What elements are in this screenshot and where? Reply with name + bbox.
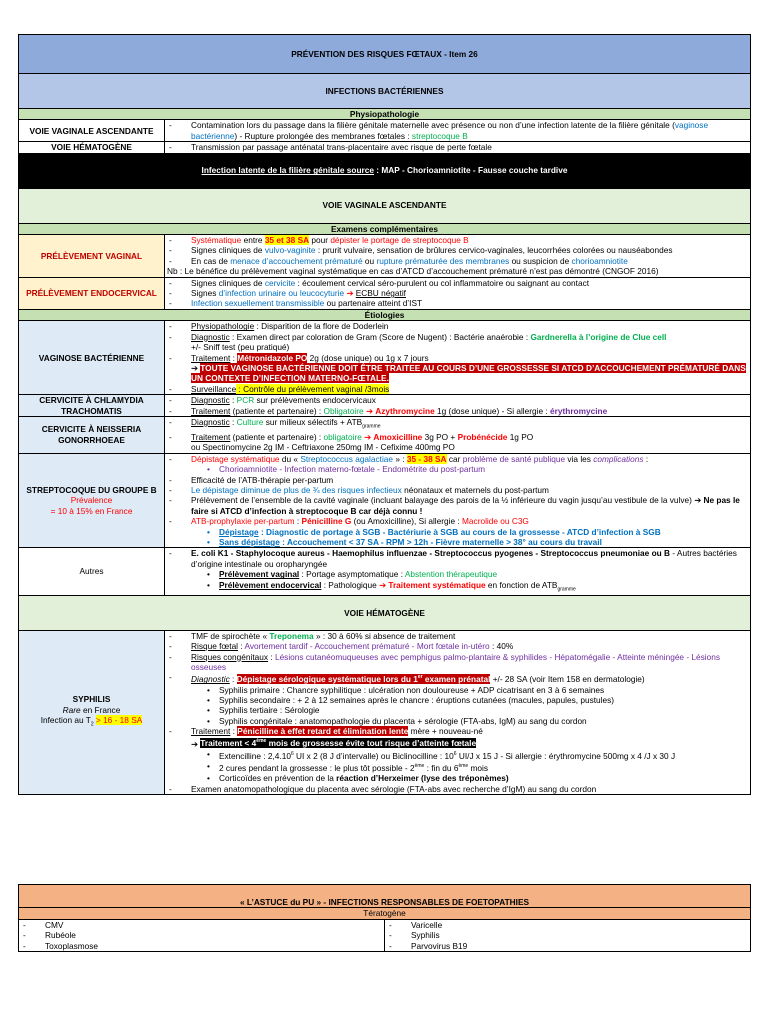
list-item: - Rubéole (21, 930, 382, 940)
black-banner: Infection latente de la filière génitale source : MAP - Chorioamniotite - Fausse couche tardive (19, 153, 751, 188)
label-neisseria: CERVICITE À NEISSERIA GONORRHOEAE (19, 416, 165, 453)
astuce-pu-title: « L’ASTUCE du PU » - INFECTIONS RESPONSABLES DE FOETOPATHIES (19, 885, 751, 908)
list-item: - CMV (21, 920, 382, 930)
label-streptocoque-b: STREPTOCOQUE DU GROUPE B Prévalence = 10 à 15% en France (19, 453, 165, 548)
label-voie-hematogene: VOIE HÉMATOGÈNE (19, 142, 165, 153)
cell-prelevement-endocervical: - Signes cliniques de cervicite : écoulement cervical séro-purulent ou col inflammatoire ou saignant au contact - Signes d’infection urinaire ou leucocyturie ➔ ECBU négatif - Infection sexuellement transmissible ou partenaire atteint d’IST (165, 277, 751, 309)
arrow-icon: ➔ (346, 288, 354, 299)
cell-vaginose: - Physiopathologie : Disparition de la flore de Doderlein - Diagnostic : Examen direct par coloration de Gram (Score de Nugent) : Bactérie anaérobie : Gardnerella à l’origine de Clue cell +/- Sniff test (peu pratiqué) - Traitement : Métronidazole PO 2g (dose unique) ou 1g x 7 jours ➔ TOUTE VAGINOSE BACTÉRIENNE DOIT ÊTRE TRAITEE AU COURS D’UNE GROSSESSE SI ATCD D’ACCOUCHEMENT PRÉMATURÉ DANS UN CONTEXTE D’INFECTION MATERNO-FŒTALE. - Surveillance : Contrôle du prélèvement vaginal /3mois (165, 321, 751, 395)
label-chlamydia: CERVICITE À CHLAMYDIA TRACHOMATIS (19, 395, 165, 417)
cell-autres: - E. coli K1 - Staphylocoque aureus - Haemophilus influenzae - Streptococcus pyogenes - Streptococcus pneumoniae ou B - Autres bactéries d’origine intestinale ou oropharyngée • Prélèvement vaginal : Portage asymptomatique : Abstention thérapeutique • Prélèvement endocervical : Pathologique ➔ Traitement systématique en fonction de $ATB_{gramme}$ (165, 548, 751, 595)
label-prelevement-endocervical: PRÉLÈVEMENT ENDOCERVICAL (19, 277, 165, 309)
page-title: PRÉVENTION DES RISQUES FŒTAUX - Item 26 (19, 35, 751, 74)
list-item: - Varicelle (387, 920, 748, 930)
cell-streptocoque-b: - Dépistage systématique du « Streptococcus agalactiae » : 35 - 38 SA car problème de santé publique via les complications : • Chorioamniotite - Infection materno-fœtale - Endométrite du post-partum - Efficacité de l’ATB-thérapie per-partum - Le dépistage diminue de plus de ¾ des risques infectieux néonataux et maternels du post-partum - Prélèvement de l’ensemble de la cavité vaginale (incluant balayage des parois de la ½ inférieure du vagin jusqu’au vestibule de la vulve) ➔ Ne pas le faire si ATCD d’infection à streptocoque B car déjà connu ! - ATB-prophylaxie per-partum : Pénicilline G (ou Amoxicilline), Si allergie : Macrolide ou C3G • Dépistage : Diagnostic de portage à SGB - Bactériurie à SGB au cours de la grossesse - ATCD d’infection à SGB • Sans dépistage : Accouchement < 37 SA - RPM > 12h - Fièvre maternelle > 38° au cours du travail (165, 453, 751, 548)
list-item: - Syphilis (387, 930, 748, 940)
cell-neisseria: - Diagnostic : Culture sur milieux sélectifs + $ATB_{gramme}$ - Traitement (patiente et partenaire) : obligatoire ➔ Amoxicilline 3g PO + Probénécide 1g PO ou Spectinomycine 2g IM - Ceftriaxone 250mg IM - Cefixime 400mg PO (165, 416, 751, 453)
cell-voie-vaginale: - Contamination lors du passage dans la filière génitale maternelle avec présence ou non d’une infection latente de la filière génitale (vaginose bactérienne) - Rupture prolongée des membranes fœtales : streptocoque B (165, 120, 751, 142)
arrow-icon: ➔ (694, 495, 702, 506)
arrow-icon: ➔ (379, 579, 387, 590)
list-item: - Parvovirus B19 (387, 941, 748, 951)
prevention-table (18, 34, 751, 795)
cell-voie-hematogene: - Transmission par passage anténatal trans-placentaire avec risque de perte fœtale (165, 142, 751, 153)
astuce-pu-subtitle: Tératogène (19, 908, 751, 919)
label-voie-vaginale: VOIE VAGINALE ASCENDANTE (19, 120, 165, 142)
list-item: - Toxoplasmose (21, 941, 382, 951)
section-voie-hematogene: VOIE HÉMATOGÈNE (19, 595, 751, 630)
subheader-etiologies: Étiologies (19, 309, 751, 320)
astuce-pu-box (18, 884, 750, 952)
label-autres: Autres (19, 548, 165, 595)
arrow-icon: ➔ (364, 432, 372, 442)
astuce-pu-left (19, 919, 385, 951)
cell-syphilis: - TMF de spirochète « Treponema » : 30 à 60% si absence de traitement - Risque fœtal : Avortement tardif - Accouchement prématuré - Mort fœtale in-utéro : 40% - Risques congénitaux : Lésions cutanéomuqueuses avec pemphigus palmo-plantaire & syphilides - Hépatomégalie - Atteinte méningée - Lésions osseuses - Diagnostic : Dépistage sérologique systématique lors du 1er examen prénatal +/- 28 SA (voir Item 158 en dermatologie) • Syphilis primaire : Chancre syphilitique : ulcération non douloureuse + ADP cicatrisant en 3 à 6 semaines • Syphilis secondaire : + 2 à 12 semaines après le chancre : éruptions cutanées (macules, papules, pustules) • Syphilis tertiaire : Sérologie • Syphilis congénitale : anatomopathologie du placenta + sérologie (FTA-abs, IgM) au sang du cordon - Traitement : Pénicilline à effet retard et élimination lente mère + nouveau-né ➔ Traitement < 4ème mois de grossesse évite tout risque d’atteinte fœtale • Extencilline : 2,4.10$^6$ UI x 2 (8 J d’intervalle) ou Biclinocilline : $10^6$ UI/J x 15 J - Si allergie : érythromycine 500mg x 4 /J x 30 J • 2 cures pendant la grossesse : le plus tôt possible - 2ème : fin du 6ème mois • Corticoïdes en prévention de la réaction d’Herxeimer (lyse des tréponèmes) - Examen anatomopathologique du placenta avec sérologie (FTA-abs avec recherche d’IgM) au sang du cordon (165, 630, 751, 794)
arrow-icon: ➔ (191, 362, 198, 373)
cell-prelevement-vaginal: - Systématique entre 35 et 38 SA pour dépister le portage de streptocoque B - Signes cliniques de vulvo-vaginite : prurit vulvaire, sensation de brûlures cervico-vaginales, leucorrhées colorées ou nauséabondes - En cas de menace d’accouchement prématuré ou rupture prématurée des membranes ou suspicion de chorioamniotite Nb : Le bénéfice du prélèvement vaginal systématique en cas d’ATCD d’accouchement prématuré n’est pas démontré (CNGOF 2016) (165, 235, 751, 278)
label-vaginose: VAGINOSE BACTÉRIENNE (19, 321, 165, 395)
section-infections-bacteriennes: INFECTIONS BACTÉRIENNES (19, 74, 751, 109)
main-document (18, 34, 750, 795)
arrow-icon: ➔ (365, 405, 373, 416)
label-prelevement-vaginal: PRÉLÈVEMENT VAGINAL (19, 235, 165, 278)
section-voie-vaginale-ascendante: VOIE VAGINALE ASCENDANTE (19, 188, 751, 223)
astuce-pu-right (385, 919, 751, 951)
subheader-physiopathologie: Physiopathologie (19, 109, 751, 120)
astuce-pu-table (18, 884, 751, 952)
subheader-examens: Examens complémentaires (19, 223, 751, 234)
arrow-icon: ➔ (191, 738, 198, 749)
label-syphilis: SYPHILIS Rare en France Infection au $T_2 > 16 - 18$ SA (19, 630, 165, 794)
cell-chlamydia: - Diagnostic : PCR sur prélèvements endocervicaux - Traitement (patiente et partenaire) : Obligatoire ➔ Azythromycine 1g (dose unique) - Si allergie : érythromycine (165, 395, 751, 417)
